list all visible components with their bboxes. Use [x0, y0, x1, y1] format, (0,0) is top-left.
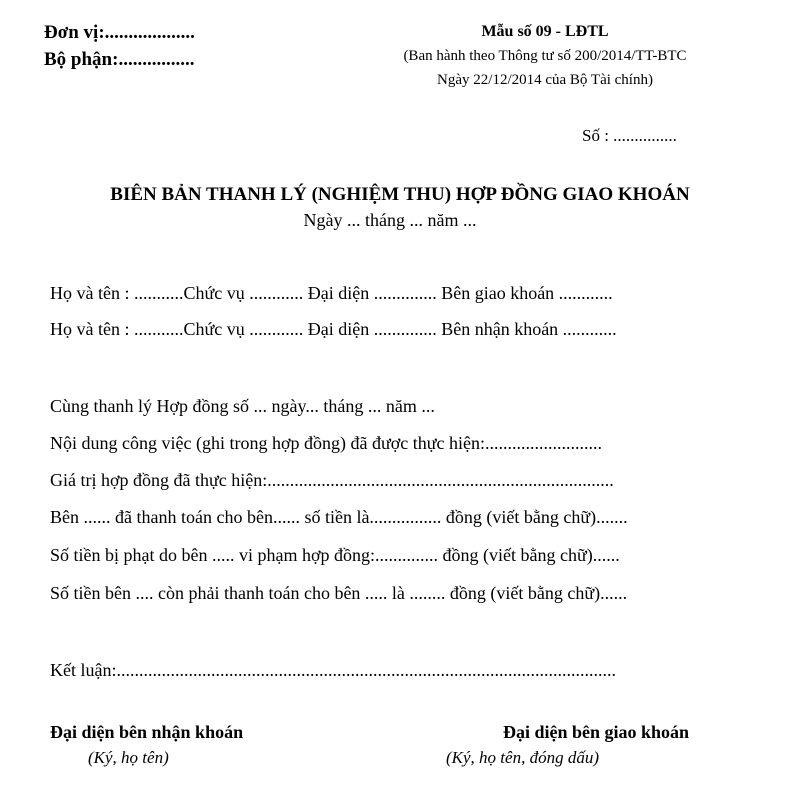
form-number: Mẫu số 09 - LĐTL [481, 23, 609, 40]
penalty-line: Số tiền bị phạt do bên ..... vi phạm hợp đồng:.............. đồng (viết bằng chữ)...... [50, 545, 620, 565]
work-content-line: Nội dung công việc (ghi trong hợp đồng) đã được thực hiện:.......................... [50, 433, 602, 453]
signature-left-note: (Ký, họ tên) [88, 748, 169, 767]
contract-value-line: Giá trị hợp đồng đã thực hiện:............................................................................. [50, 470, 614, 490]
contract-reference-line: Cùng thanh lý Hợp đồng số ... ngày... tháng ... năm ... [50, 396, 435, 416]
signature-right-note: (Ký, họ tên, đóng dấu) [446, 748, 599, 767]
signature-right-title: Đại diện bên giao khoán [503, 722, 690, 742]
signature-left-title: Đại diện bên nhận khoán [50, 722, 244, 742]
document-number-field: Số : ............... [582, 126, 677, 145]
department-field: Bộ phận:................ [44, 49, 195, 70]
party-line-nhan-khoan: Họ và tên : ...........Chức vụ ............ Đại diện .............. Bên nhận khoán ............ [50, 319, 617, 339]
party-line-giao-khoan: Họ và tên : ...........Chức vụ ............ Đại diện .............. Bên giao khoán ............ [50, 283, 613, 303]
issued-by-line-1: (Ban hành theo Thông tư số 200/2014/TT-BTC [403, 48, 687, 64]
document-date: Ngày ... tháng ... năm ... [303, 210, 477, 230]
document-title: BIÊN BẢN THANH LÝ (NGHIỆM THU) HỢP ĐỒNG GIAO KHOÁN [110, 184, 690, 205]
conclusion-line: Kết luận:............................................................................................................... [50, 660, 616, 680]
payment-line: Bên ...... đã thanh toán cho bên...... số tiền là................ đồng (viết bằng chữ)....... [50, 507, 628, 527]
issued-by-line-2: Ngày 22/12/2014 của Bộ Tài chính) [437, 72, 653, 88]
remaining-payment-line: Số tiền bên .... còn phải thanh toán cho bên ..... là ........ đồng (viết bằng chữ)...... [50, 583, 628, 603]
unit-field: Đơn vị:................... [44, 22, 195, 43]
